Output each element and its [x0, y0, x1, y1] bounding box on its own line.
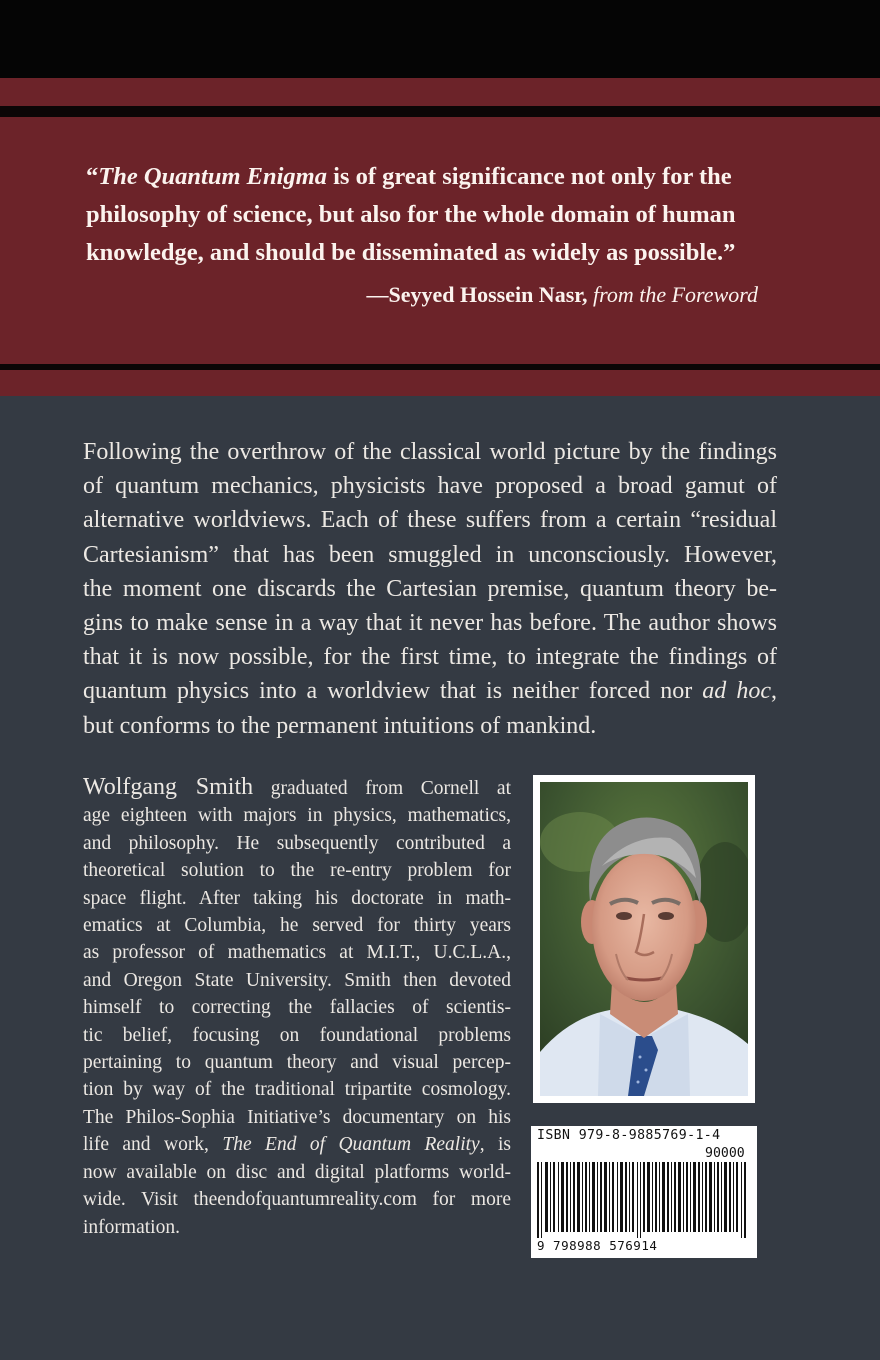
bio-text: life and work,	[83, 1134, 223, 1156]
description-line: gins to make sense in a way that it never has before. The author shows	[83, 610, 777, 637]
quote-book-title: The Quantum Enigma	[98, 163, 327, 190]
author-bio	[83, 774, 511, 1241]
bio-text: graduated from Cornell at	[253, 778, 511, 799]
endorsement-quote	[86, 158, 806, 272]
bio-line: and Oregon State University. Smith then devoted	[83, 969, 511, 991]
author-photo	[540, 782, 748, 1096]
quote-line-2: philosophy of science, but also for the whole domain of human	[86, 201, 736, 228]
bio-line: as professor of mathematics at M.I.T., U.C.L.A.,	[83, 942, 511, 964]
bio-line: ematics at Columbia, he served for thirty years	[83, 915, 511, 937]
upper-red-stripe	[0, 78, 880, 106]
description-line	[83, 674, 777, 708]
quote-line-3: knowledge, and should be disseminated as widely as possible.”	[86, 239, 736, 266]
quote-open-mark: “	[86, 163, 99, 190]
description-line: the moment one discards the Cartesian premise, quantum theory be-	[83, 575, 777, 602]
isbn-number: ISBN 979-8-9885769-1-4	[537, 1128, 721, 1143]
bio-line: space flight. After taking his doctorate in math-	[83, 887, 511, 909]
author-name: Wolfgang Smith	[83, 774, 254, 800]
price-code: 90000	[705, 1146, 745, 1161]
description-italic: ad hoc	[702, 678, 772, 705]
bio-line: theoretical solution to the re-entry problem for	[83, 860, 511, 882]
description-line: of quantum mechanics, physicists have proposed a broad gamut of	[83, 473, 777, 500]
lower-red-stripe	[0, 370, 880, 396]
bio-line: pertaining to quantum theory and visual percep-	[83, 1052, 511, 1074]
description-line: alternative worldviews. Each of these suffers from a certain “residual	[83, 507, 777, 534]
bio-line: tion by way of the traditional tripartite cosmology.	[83, 1079, 511, 1101]
description-text: quantum physics into a worldview that is neither forced nor	[83, 678, 703, 705]
barcode-digits: 9 798988 576914	[537, 1238, 658, 1253]
bio-line: himself to correcting the fallacies of scientis-	[83, 997, 511, 1019]
quote-attribution	[366, 282, 758, 308]
description-line: but conforms to the permanent intuitions of mankind.	[83, 712, 597, 739]
quote-line-1: is of great significance not only for the	[326, 163, 732, 190]
barcode-bars	[537, 1162, 751, 1238]
description-line: Cartesianism” that has been smuggled in unconsciously. However,	[83, 541, 777, 568]
author-photo-frame	[533, 775, 755, 1103]
bio-line: wide. Visit theendofquantumreality.com for more	[83, 1189, 511, 1211]
stripe-separator	[0, 106, 880, 117]
top-black-band	[0, 0, 880, 78]
bio-text: , is	[479, 1134, 511, 1156]
bio-line: information.	[83, 1216, 180, 1238]
description-line: Following the overthrow of the classical world picture by the findings	[83, 439, 777, 465]
bio-line: age eighteen with majors in physics, mathematics,	[83, 805, 511, 827]
attribution-source: from the Foreword	[593, 282, 758, 307]
attribution-name: —Seyyed Hossein Nasr,	[366, 282, 588, 307]
book-description	[83, 435, 777, 743]
bio-line: now available on disc and digital platforms world-	[83, 1161, 511, 1183]
isbn-barcode	[531, 1126, 757, 1258]
author-portrait-image	[540, 782, 748, 1096]
bio-line: tic belief, focusing on foundational problems	[83, 1024, 511, 1046]
bio-line: The Philos-Sophia Initiative’s documentary on his	[83, 1106, 511, 1128]
bio-line	[83, 1131, 511, 1158]
description-line: that it is now possible, for the first time, to integrate the findings of	[83, 644, 777, 671]
bio-line	[83, 774, 511, 802]
description-text: ,	[771, 678, 778, 705]
documentary-title: The End of Quantum Reality	[222, 1134, 480, 1156]
bio-line: and philosophy. He subsequently contributed a	[83, 832, 511, 854]
